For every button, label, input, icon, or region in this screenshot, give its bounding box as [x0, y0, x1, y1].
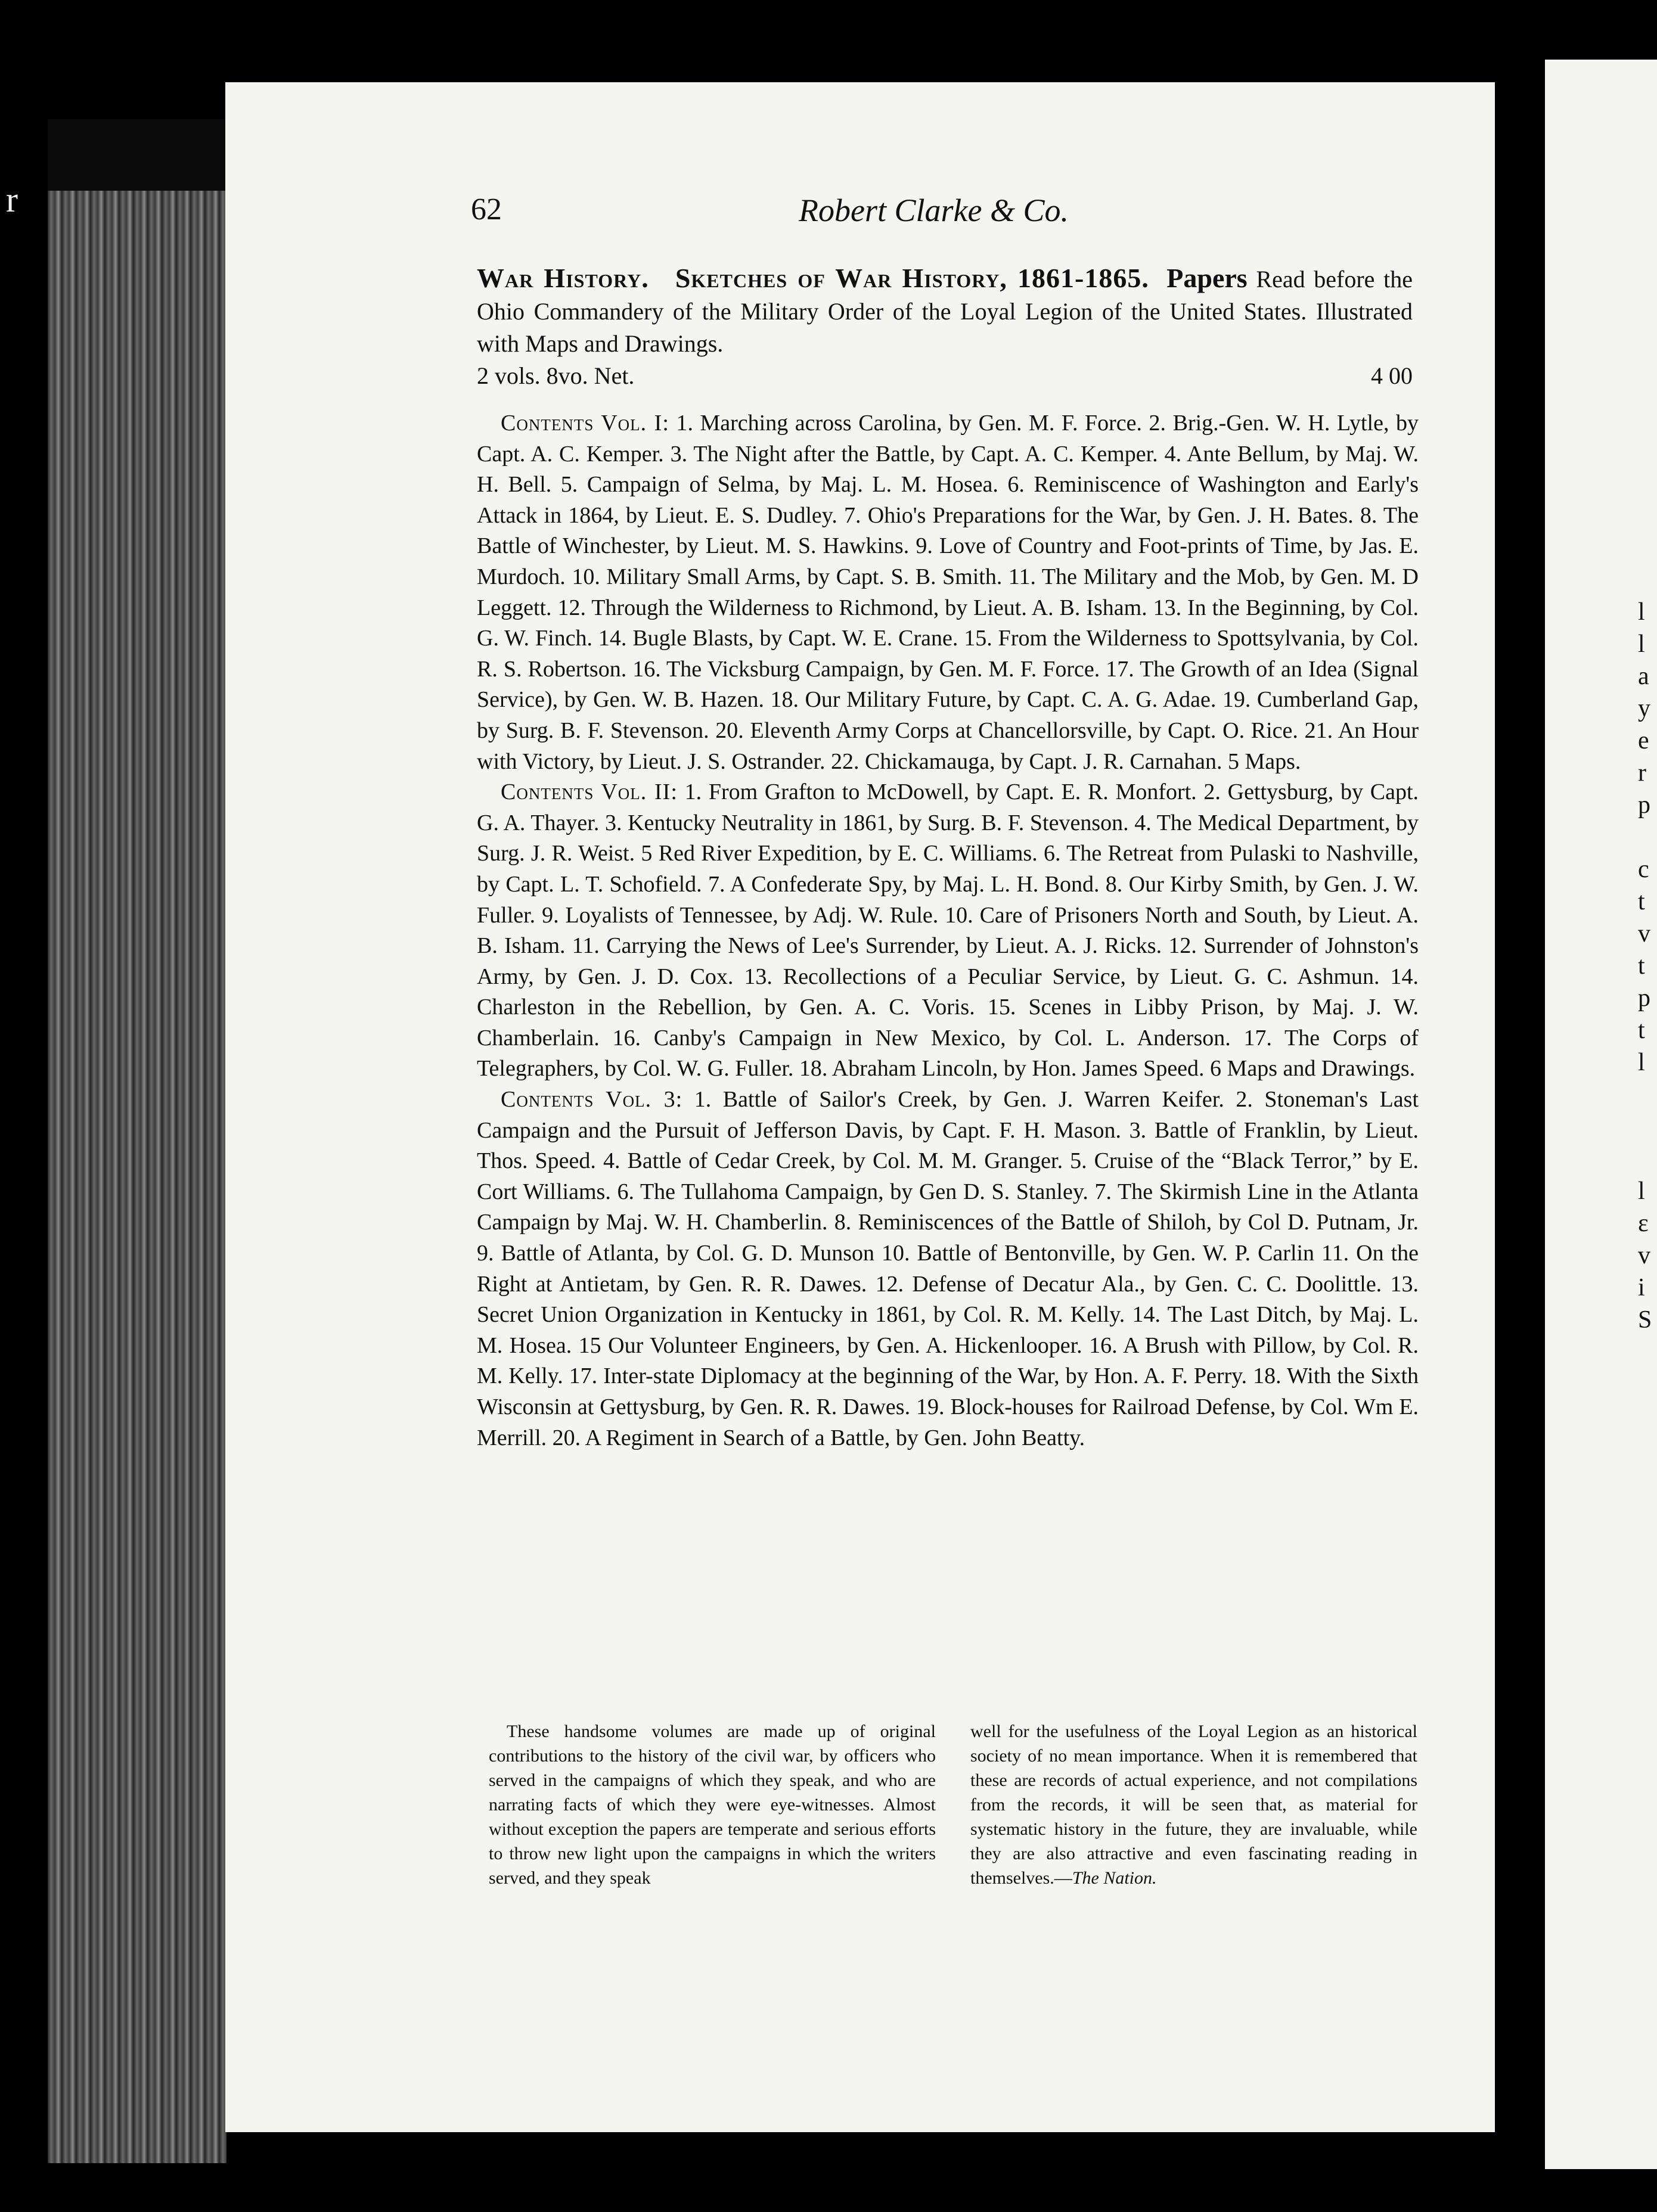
entry-papers: Papers [1166, 263, 1248, 293]
right-fragment [1638, 821, 1657, 853]
contents-volume-3 [477, 1085, 1419, 1453]
right-fragment: c [1638, 856, 1649, 883]
volume-label: Contents Vol. 3: [501, 1087, 683, 1113]
entry-price: 4 00 [1371, 362, 1413, 389]
right-fragment: l [1638, 630, 1645, 658]
book-page-edges [48, 119, 226, 2163]
volume-text: 1. Marching across Carolina, by Gen. M. F. Force. 2. Brig.-Gen. W. H. Lytle, by Capt. A. C. Kemper. 3. The Night after the Battle, by Capt. A. C. Kemper. 4. Ante Bellum, by Maj. W. H. Bell. 5. Campaign of Selma, by Maj. L. M. Hosea. 6. Reminiscence of Washington and Early's Attack in 1864, by Lieut. E. S. Dudley. 7. Ohio's Preparations for the War, by Gen. J. H. Bates. 8. The Battle of Winchester, by Lieut. M. S. Hawkins. 9. Love of Country and Foot-prints of Time, by Jas. E. Murdoch. 10. Military Small Arms, by Capt. S. B. Smith. 11. The Military and the Mob, by Gen. M. D Leggett. 12. Through the Wilderness to Richmond, by Lieut. A. B. Isham. 13. In the Beginning, by Col. G. W. Finch. 14. Bugle Blasts, by Capt. W. E. Crane. 15. From the Wilderness to Spottsylvania, by Col. R. S. Robertson. 16. The Vicksburg Campaign, by Gen. M. F. Force. 17. The Growth of an Idea (Signal Service), by Gen. W. B. Hazen. 18. Our Military Future, by Capt. C. A. G. Adae. 19. Cumberland Gap, by Surg. B. F. Stevenson. 20. Eleventh Army Corps at Chancellorsville, by Capt. O. Rice. 21. An Hour with Victory, by Lieut. J. S. Ostrander. 22. Chickamauga, by Capt. J. R. Carnahan. 5 Maps. [477, 411, 1419, 774]
right-fragment: e [1638, 727, 1649, 754]
entry-category: War History. [477, 263, 649, 293]
right-fragment: t [1638, 1017, 1645, 1044]
catalog-entry [477, 262, 1413, 393]
book-spine-shadow [48, 119, 226, 191]
right-fragment [1638, 1143, 1657, 1175]
entry-format: 2 vols. 8vo. Net. [477, 362, 635, 389]
running-head [471, 192, 1401, 240]
review-right-column [970, 1719, 1417, 1890]
right-fragment: ε [1638, 1210, 1649, 1237]
right-fragment: t [1638, 888, 1645, 915]
right-fragment: S [1638, 1306, 1652, 1334]
review-right-text: well for the usefulness of the Loyal Legion as an historical society of no mean importance. When it is remembered that these are records of actual experience, and not compilations from the records, it will be seen that, as material for systematic history in the future, they are invaluable, while they are also attractive and even fascinating reading in themselves.— [970, 1722, 1417, 1888]
review-left-column: These handsome volumes are made up of original contributions to the history of the civil war, by officers who served in the campaigns of which they speak, and who are narrating facts of which they were eye-witnesses. Almost without exception the papers are temperate and serious efforts to throw new light upon the campaigns in which the writers served, and they speak [489, 1722, 936, 1888]
right-fragment: v [1638, 920, 1650, 947]
right-fragment: p [1638, 984, 1650, 1012]
review-source: The Nation. [1072, 1868, 1157, 1888]
right-fragment: r [1638, 759, 1646, 787]
right-fragment: l [1638, 1049, 1645, 1076]
right-fragment: y [1638, 695, 1650, 722]
volume-label: Contents Vol. II: [501, 779, 678, 805]
entry-title: Sketches of War History, 1861-1865. [675, 263, 1149, 293]
right-fragment: l [1638, 1178, 1645, 1205]
volume-text: 1. Battle of Sailor's Creek, by Gen. J. Warren Keifer. 2. Stoneman's Last Campaign and the Pursuit of Jefferson Davis, by Capt. F. H. Mason. 3. Battle of Franklin, by Lieut. Thos. Speed. 4. Battle of Cedar Creek, by Col. M. M. Granger. 5. Cruise of the “Black Terror,” by E. Cort Williams. 6. The Tullahoma Campaign, by Gen D. S. Stanley. 7. The Skirmish Line in the Atlanta Campaign by Maj. W. H. Chamberlin. 8. Reminiscences of the Battle of Shiloh, by Col D. Putnam, Jr. 9. Battle of Atlanta, by Col. G. D. Munson 10. Battle of Bentonville, by Gen. W. P. Carlin 11. On the Right at Antietam, by Gen. R. R. Dawes. 12. Defense of Decatur Ala., by Gen. C. C. Doolittle. 13. Secret Union Organization in Kentucky in 1861, by Col. R. M. Kelly. 14. The Last Ditch, by Maj. L. M. Hosea. 15 Our Volunteer Engineers, by Gen. A. Hickenlooper. 16. A Brush with Pillow, by Col. R. M. Kelly. 17. Inter-state Diplomacy at the beginning of the War, by Hon. A. F. Perry. 18. With the Sixth Wisconsin at Gettysburg, by Gen. R. R. Dawes. 19. Block-houses for Railroad Defense, by Col. Wm E. Merrill. 20. A Regiment in Search of a Battle, by Gen. John Beatty. [477, 1087, 1419, 1450]
contents-volume-2 [477, 777, 1419, 1085]
running-title: Robert Clarke & Co. [799, 192, 1069, 228]
right-fragment: a [1638, 663, 1649, 690]
right-fragment: i [1638, 1274, 1645, 1301]
stray-mark: r [6, 180, 18, 219]
volume-label: Contents Vol. I: [501, 411, 669, 436]
right-fragment: l [1638, 598, 1645, 626]
review-quote [489, 1719, 1425, 1969]
contents-list [477, 408, 1419, 1701]
volume-text: 1. From Grafton to McDowell, by Capt. E. R. Monfort. 2. Gettysburg, by Capt. G. A. Thayer. 3. Kentucky Neutrality in 1861, by Surg. B. F. Stevenson. 4. The Medical Department, by Surg. J. R. Weist. 5 Red River Expedition, by E. C. Williams. 6. The Retreat from Pulaski to Nashville, by Capt. L. T. Schofield. 7. A Confederate Spy, by Maj. L. H. Bond. 8. Our Kirby Smith, by Gen. J. W. Fuller. 9. Loyalists of Tennessee, by Adj. W. Rule. 10. Care of Prisoners North and South, by Lieut. A. B. Isham. 11. Carrying the News of Lee's Surrender, by Lieut. A. J. Ricks. 12. Surrender of Johnston's Army, by Gen. J. D. Cox. 13. Recollections of a Peculiar Service, by Lieut. G. C. Ashmun. 14. Charleston in the Rebellion, by Gen. A. C. Voris. 15. Scenes in Libby Prison, by Maj. J. W. Chamberlain. 16. Canby's Campaign in New Mexico, by Col. L. Anderson. 17. The Corps of Telegraphers, by Col. W. G. Fuller. 18. Abraham Lincoln, by Hon. James Speed. 6 Maps and Drawings. [477, 779, 1419, 1082]
contents-volume-1 [477, 408, 1419, 777]
right-fragment [1638, 1111, 1657, 1143]
right-fragment [1638, 1079, 1657, 1111]
entry-description: Read before the Ohio Commandery of the Military Order of the Loyal Legion of the United States. Illustrated with Maps and Drawings. [477, 266, 1413, 357]
right-fragment: p [1638, 791, 1650, 819]
right-fragment: t [1638, 952, 1645, 980]
right-fragment: v [1638, 1242, 1650, 1269]
page-number: 62 [471, 192, 502, 226]
right-page-text-fragments [1638, 596, 1657, 1336]
